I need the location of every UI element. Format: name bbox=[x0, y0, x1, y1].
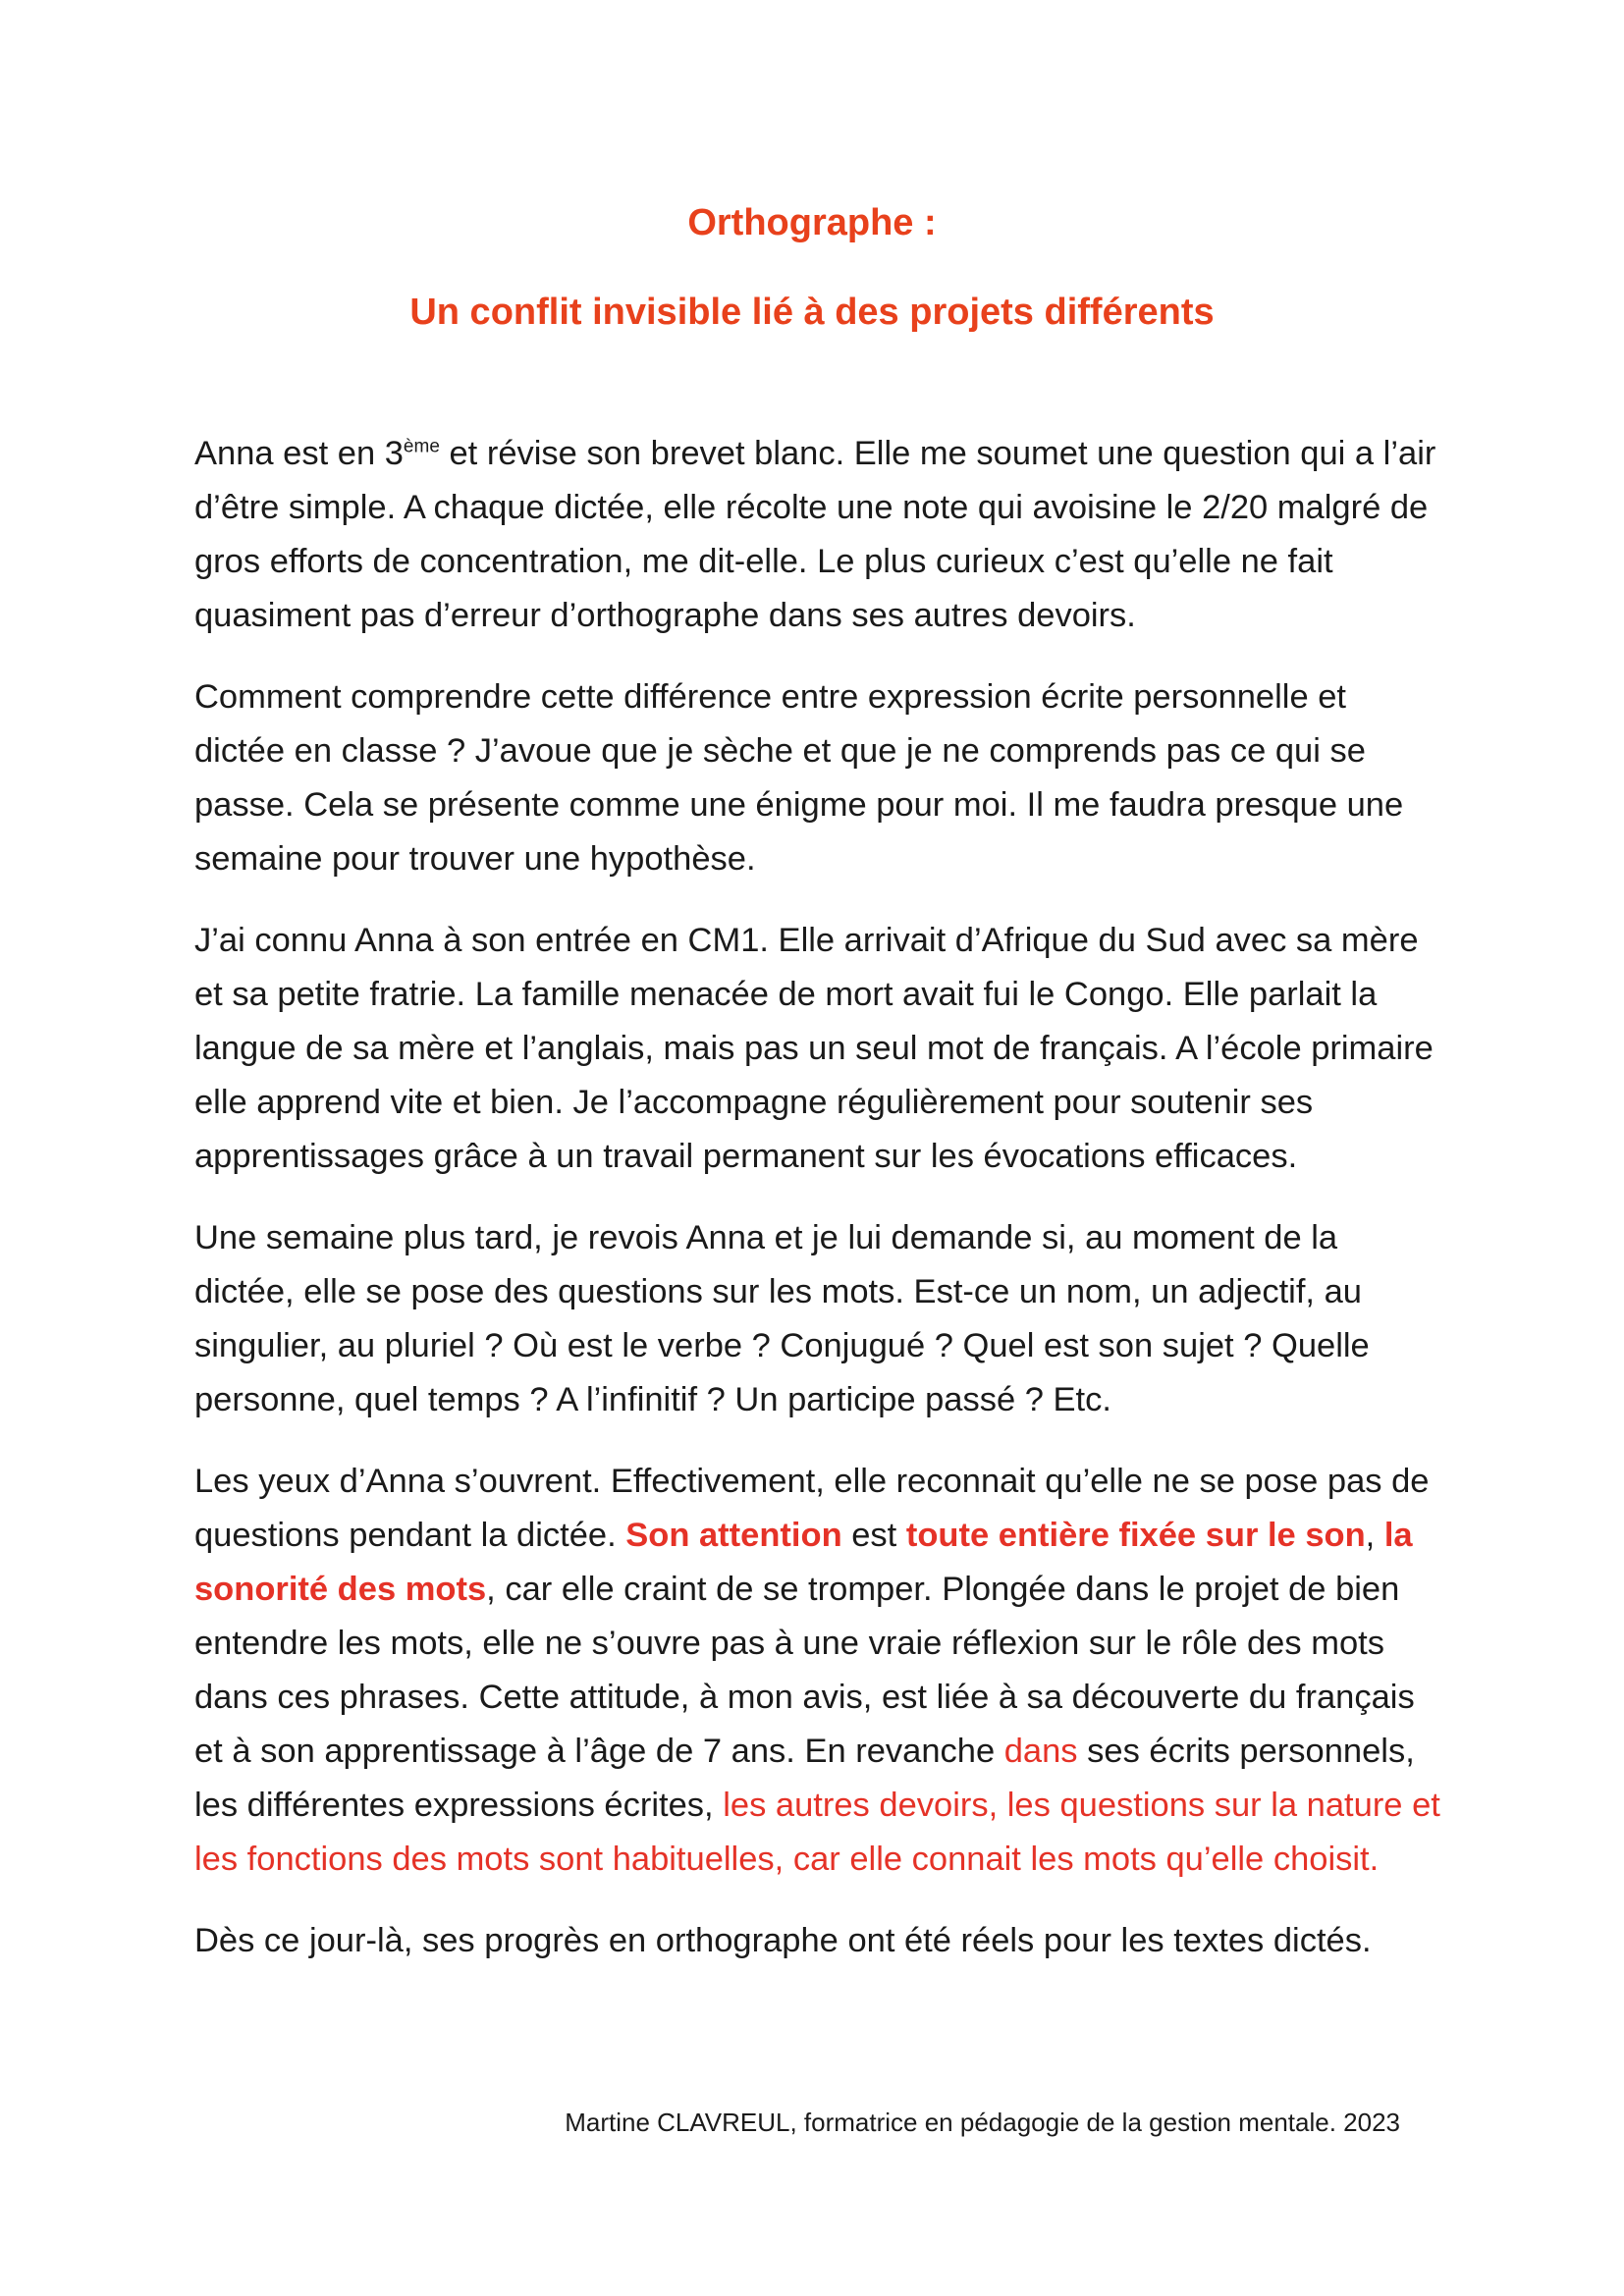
title-line-1: Orthographe : bbox=[687, 202, 937, 243]
paragraph-6: Dès ce jour-là, ses progrès en orthographe ont été réels pour les textes dictés. bbox=[194, 1922, 1372, 1959]
paragraph-2: Comment comprendre cette différence entre expression écrite personnelle et dictée en classe ? J’avoue que je sèche et que je ne comprends pas ce qui se passe. Cela se présente comme une énigme pour moi. Il me faudra presque une semaine pour trouver une hypothèse. bbox=[194, 678, 1404, 878]
highlight-sonorite-des-mots: la sonorité des mots bbox=[194, 1517, 1413, 1608]
paragraph-5 bbox=[194, 1455, 1441, 1887]
highlight-dans: dans bbox=[1003, 1733, 1078, 1770]
paragraph-5-text-5: , bbox=[1365, 1517, 1384, 1554]
paragraph-1 bbox=[194, 427, 1441, 643]
highlight-autres-devoirs: les autres devoirs, les questions sur la nature et les fonctions des mots sont habituelles, car elle connait les mots qu’elle choisit. bbox=[194, 1787, 1440, 1878]
paragraph-5-text-1: Les yeux d’Anna s’ouvrent. Effectivement, elle reconnait qu’elle ne se pose pas de questions pendant la dictée. bbox=[194, 1463, 1430, 1554]
paragraph-5-text-7: , car elle craint de se tromper. Plongée dans le projet de bien entendre les mots, elle ne s’ouvre pas à une vraie réflexion sur le rôle des mots dans ces phrases. Cette attitude, à mon avis, est liée à sa découverte du français et à son apprentissage à l’âge de 7 ans. En revanche bbox=[194, 1571, 1415, 1770]
paragraph-3: J’ai connu Anna à son entrée en CM1. Elle arrivait d’Afrique du Sud avec sa mère et sa petite fratrie. La famille menacée de mort avait fui le Congo. Elle parlait la langue de sa mère et l’anglais, mais pas un seul mot de français. A l’école primaire elle apprend vite et bien. Je l’accompagne régulièrement pour soutenir ses apprentissages grâce à un travail permanent sur les évocations efficaces. bbox=[194, 922, 1434, 1175]
superscript-eme: ème bbox=[403, 436, 440, 457]
title-line-2: Un conflit invisible lié à des projets différents bbox=[409, 292, 1215, 333]
paragraph-1-text-a: Anna est en 3 bbox=[194, 435, 404, 472]
paragraph-4: Une semaine plus tard, je revois Anna et je lui demande si, au moment de la dictée, elle se pose des questions sur les mots. Est-ce un nom, un adjectif, au singulier, au pluriel ? Où est le verbe ? Conjugué ? Quel est son sujet ? Quelle personne, quel temps ? A l’infinitif ? Un participe passé ? Etc. bbox=[194, 1219, 1370, 1418]
article-body bbox=[194, 427, 1441, 1996]
paragraph-5-text-9: ses écrits personnels, les différentes expressions écrites, bbox=[194, 1733, 1415, 1824]
highlight-fixee-sur-le-son: toute entière fixée sur le son bbox=[905, 1517, 1366, 1554]
paragraph-1-text-b: et révise son brevet blanc. Elle me soumet une question qui a l’air d’être simple. A chaque dictée, elle récolte une note qui avoisine le 2/20 malgré de gros efforts de concentration, me dit-elle. Le plus curieux c’est qu’elle ne fait quasiment pas d’erreur d’orthographe dans ses autres devoirs. bbox=[194, 435, 1436, 634]
author-signature: Martine CLAVREUL, formatrice en pédagogie de la gestion mentale. 2023 bbox=[565, 2108, 1400, 2137]
highlight-son-attention: Son attention bbox=[625, 1517, 842, 1554]
paragraph-5-text-3: est bbox=[841, 1517, 906, 1554]
